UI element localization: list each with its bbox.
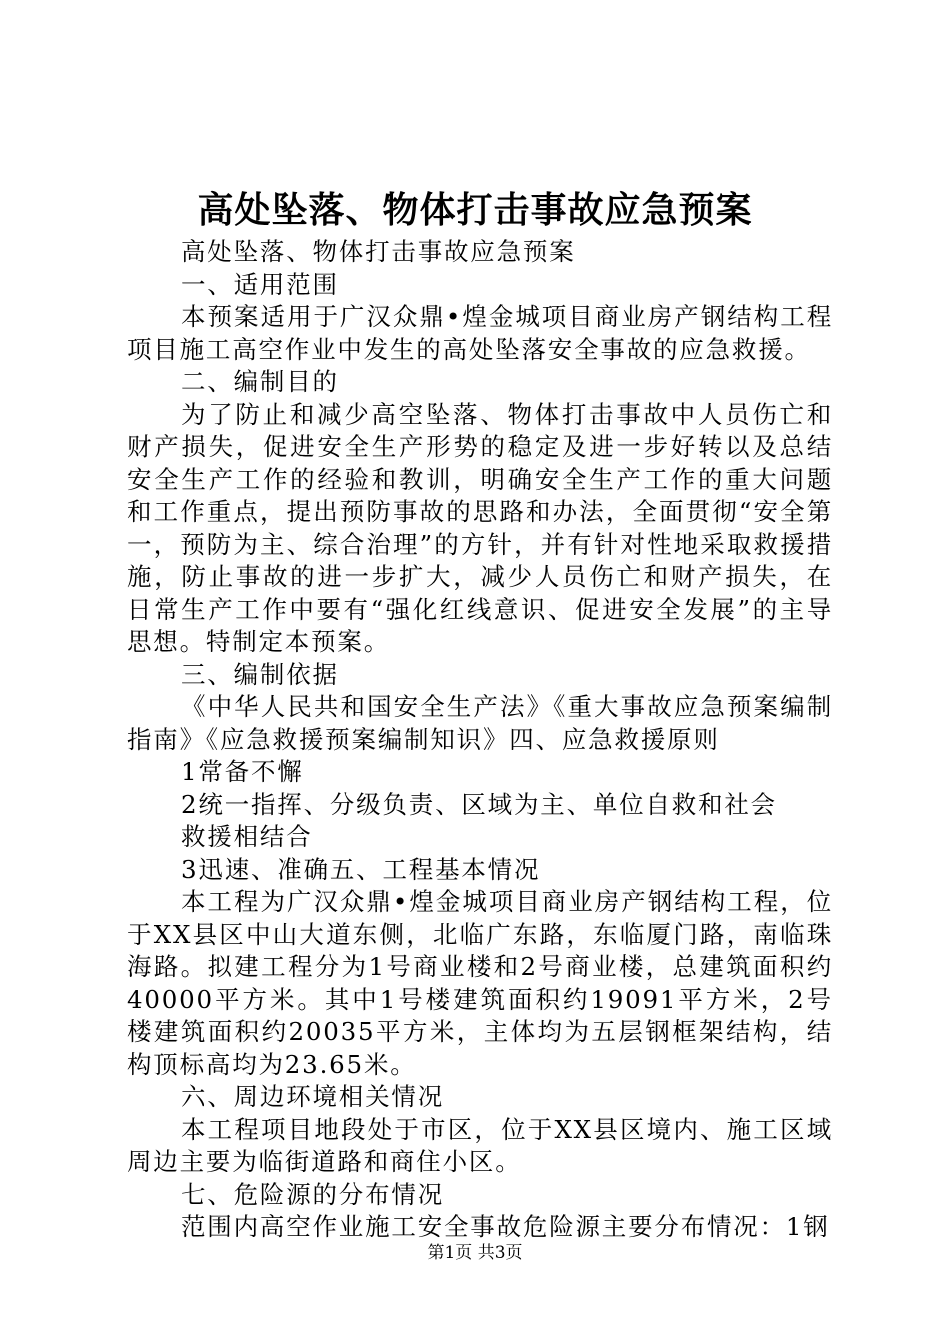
body-paragraph: 本工程项目地段处于市区，位于XX县区境内、施工区域周边主要为临街道路和商住小区。 <box>127 1114 833 1176</box>
list-item: 2统一指挥、分级负责、区域为主、单位自救和社会 <box>181 789 777 819</box>
section-heading: 二、编制目的 <box>181 367 339 396</box>
document-title: 高处坠落、物体打击事故应急预案 <box>197 189 753 231</box>
document-body <box>127 236 833 1244</box>
body-paragraph: 高处坠落、物体打击事故应急预案 <box>181 237 576 266</box>
body-paragraph: 本预案适用于广汉众鼎•煌金城项目商业房产钢结构工程项目施工高空作业中发生的高处坠落安全事故的应急救援。 <box>127 302 833 364</box>
section-heading: 七、危险源的分布情况 <box>181 1179 444 1209</box>
body-paragraph: 本工程为广汉众鼎•煌金城项目商业房产钢结构工程，位于XX县区中山大道东侧，北临广东路，东临厦门路，南临珠海路。拟建工程分为1号商业楼和2号商业楼，总建筑面积约40000平方米。其中1号楼建筑面积约19091平方米，2号楼建筑面积约20035平方米，主体均为五层钢框架结构，结构顶标高均为23.65米。 <box>127 887 833 1079</box>
body-paragraph: 为了防止和减少高空坠落、物体打击事故中人员伤亡和财产损失，促进安全生产形势的稳定及进一步好转以及总结安全生产工作的经验和教训，明确安全生产工作的重大问题和工作重点，提出预防事故的思路和办法，全面贯彻“安全第一，预防为主、综合治理”的方针，并有针对性地采取救援措施，防止事故的进一步扩大，减少人员伤亡和财产损失，在日常生产工作中要有“强化红线意识、促进安全发展”的主导思想。特制定本预案。 <box>127 399 833 656</box>
section-heading: 六、周边环境相关情况 <box>181 1082 444 1111</box>
section-heading: 一、适用范围 <box>181 269 339 299</box>
list-item: 3迅速、准确五、工程基本情况 <box>181 854 541 884</box>
section-heading: 三、编制依据 <box>181 659 339 689</box>
body-paragraph: 《中华人民共和国安全生产法》《重大事故应急预案编制指南》《应急救援预案编制知识》四、应急救援原则 <box>127 692 833 754</box>
body-paragraph: 范围内高空作业施工安全事故危险源主要分布情况：1钢 <box>181 1212 830 1241</box>
page-number: 第1页 共3页 <box>427 1243 523 1263</box>
list-item: 1常备不懈 <box>181 757 304 786</box>
list-item: 救援相结合 <box>181 822 313 851</box>
